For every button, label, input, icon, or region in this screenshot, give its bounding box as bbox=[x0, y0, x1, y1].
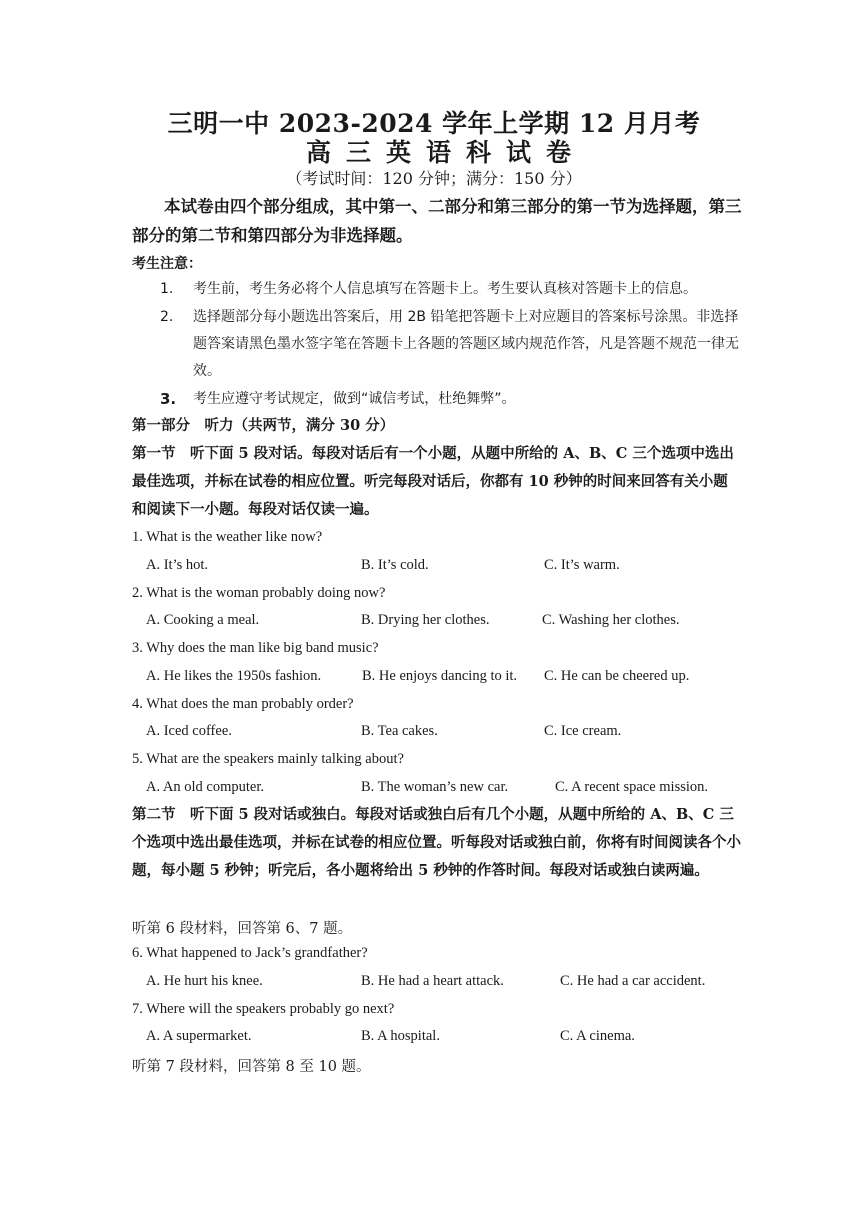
notice-item bbox=[160, 386, 740, 413]
option-b: B. Drying her clothes. bbox=[361, 612, 490, 628]
option-c: C. Ice cream. bbox=[544, 723, 622, 739]
option-a: A. Iced coffee. bbox=[146, 723, 232, 739]
option-c: C. A recent space mission. bbox=[555, 779, 709, 795]
question-7: 7. Where will the speakers probably go next? bbox=[132, 1001, 395, 1017]
option-a: A. A supermarket. bbox=[146, 1028, 252, 1044]
option-a: A. He hurt his knee. bbox=[146, 973, 263, 989]
part1-section1-instructions: 第一节 听下面 5 段对话。每段对话后有一个小题，从题中所给的 A、B、C 三个选项中选出最佳选项，并标在试卷的相应位置。听完每段对话后，你都有 10 秒钟的时间来回答有关小题和阅读下一小题。每段对话仅读一遍。 bbox=[132, 445, 734, 518]
question-3: 3. Why does the man like big band music? bbox=[132, 640, 379, 656]
notice-item-text: 选择题部分每小题选出答案后，用 2B 铅笔把答题卡上对应题目的答案标号涂黑。非选择题答案请黑色墨水签字笔在答题卡上各题的答题区域内规范作答，凡是答题不规范一律无效。 bbox=[193, 309, 739, 379]
option-c: C. He had a car accident. bbox=[560, 973, 706, 989]
option-c: C. It’s warm. bbox=[544, 557, 620, 573]
option-c: C. He can be cheered up. bbox=[544, 668, 690, 684]
option-b: B. It’s cold. bbox=[361, 557, 429, 573]
option-a: A. Cooking a meal. bbox=[146, 612, 260, 628]
exam-intro: 本试卷由四个部分组成，其中第一、二部分和第三部分的第一节为选择题，第三部分的第二节和第四部分为非选择题。 bbox=[132, 197, 742, 245]
notice-item-number: 3. bbox=[160, 390, 177, 408]
question-4: 4. What does the man probably order? bbox=[132, 696, 354, 712]
notice-item bbox=[160, 276, 740, 303]
question-2: 2. What is the woman probably doing now? bbox=[132, 585, 386, 601]
option-b: B. The woman’s new car. bbox=[361, 779, 509, 795]
notice-item-text: 考生前，考生务必将个人信息填写在答题卡上。考生要认真核对答题卡上的信息。 bbox=[193, 281, 697, 297]
option-a: A. It’s hot. bbox=[146, 557, 209, 573]
material-7-note: 听第 7 段材料，回答第 8 至 10 题。 bbox=[132, 1059, 371, 1075]
notice-item-number: 1. bbox=[160, 281, 174, 297]
notice-item-number: 2. bbox=[160, 309, 174, 325]
option-c: C. A cinema. bbox=[560, 1028, 635, 1044]
part1-section2-instructions: 第二节 听下面 5 段对话或独白。每段对话或独白后有几个小题，从题中所给的 A、B、C 三个选项中选出最佳选项，并标在试卷的相应位置。听每段对话或独白前，你将有时间阅读各个小题，每小题 5 秒钟；听完后，各小题将给出 5 秒钟的作答时间。每段对话或独白读两遍。 bbox=[132, 806, 741, 879]
question-1: 1. What is the weather like now? bbox=[132, 529, 323, 545]
option-b: B. He had a heart attack. bbox=[361, 973, 504, 989]
option-b: B. Tea cakes. bbox=[361, 723, 438, 739]
option-c: C. Washing her clothes. bbox=[542, 612, 680, 628]
exam-title: 三明一中 2023-2024 学年上学期 12 月月考 bbox=[167, 109, 701, 138]
question-5: 5. What are the speakers mainly talking about? bbox=[132, 751, 404, 767]
option-a: A. He likes the 1950s fashion. bbox=[146, 668, 322, 684]
exam-subject-title: 高三英语科试卷 bbox=[305, 138, 586, 167]
option-b: B. A hospital. bbox=[361, 1028, 440, 1044]
option-a: A. An old computer. bbox=[146, 779, 265, 795]
notice-label: 考生注意： bbox=[132, 256, 202, 272]
exam-time-info: （考试时间：120 分钟；满分：150 分） bbox=[286, 169, 582, 188]
notice-item-text: 考生应遵守考试规定，做到“诚信考试，杜绝舞弊”。 bbox=[193, 391, 516, 407]
question-6: 6. What happened to Jack’s grandfather? bbox=[132, 945, 368, 961]
material-6-note: 听第 6 段材料，回答第 6、7 题。 bbox=[132, 921, 353, 937]
notice-item bbox=[160, 304, 740, 385]
option-b: B. He enjoys dancing to it. bbox=[362, 668, 518, 684]
part1-heading: 第一部分 听力（共两节，满分 30 分） bbox=[132, 417, 395, 434]
